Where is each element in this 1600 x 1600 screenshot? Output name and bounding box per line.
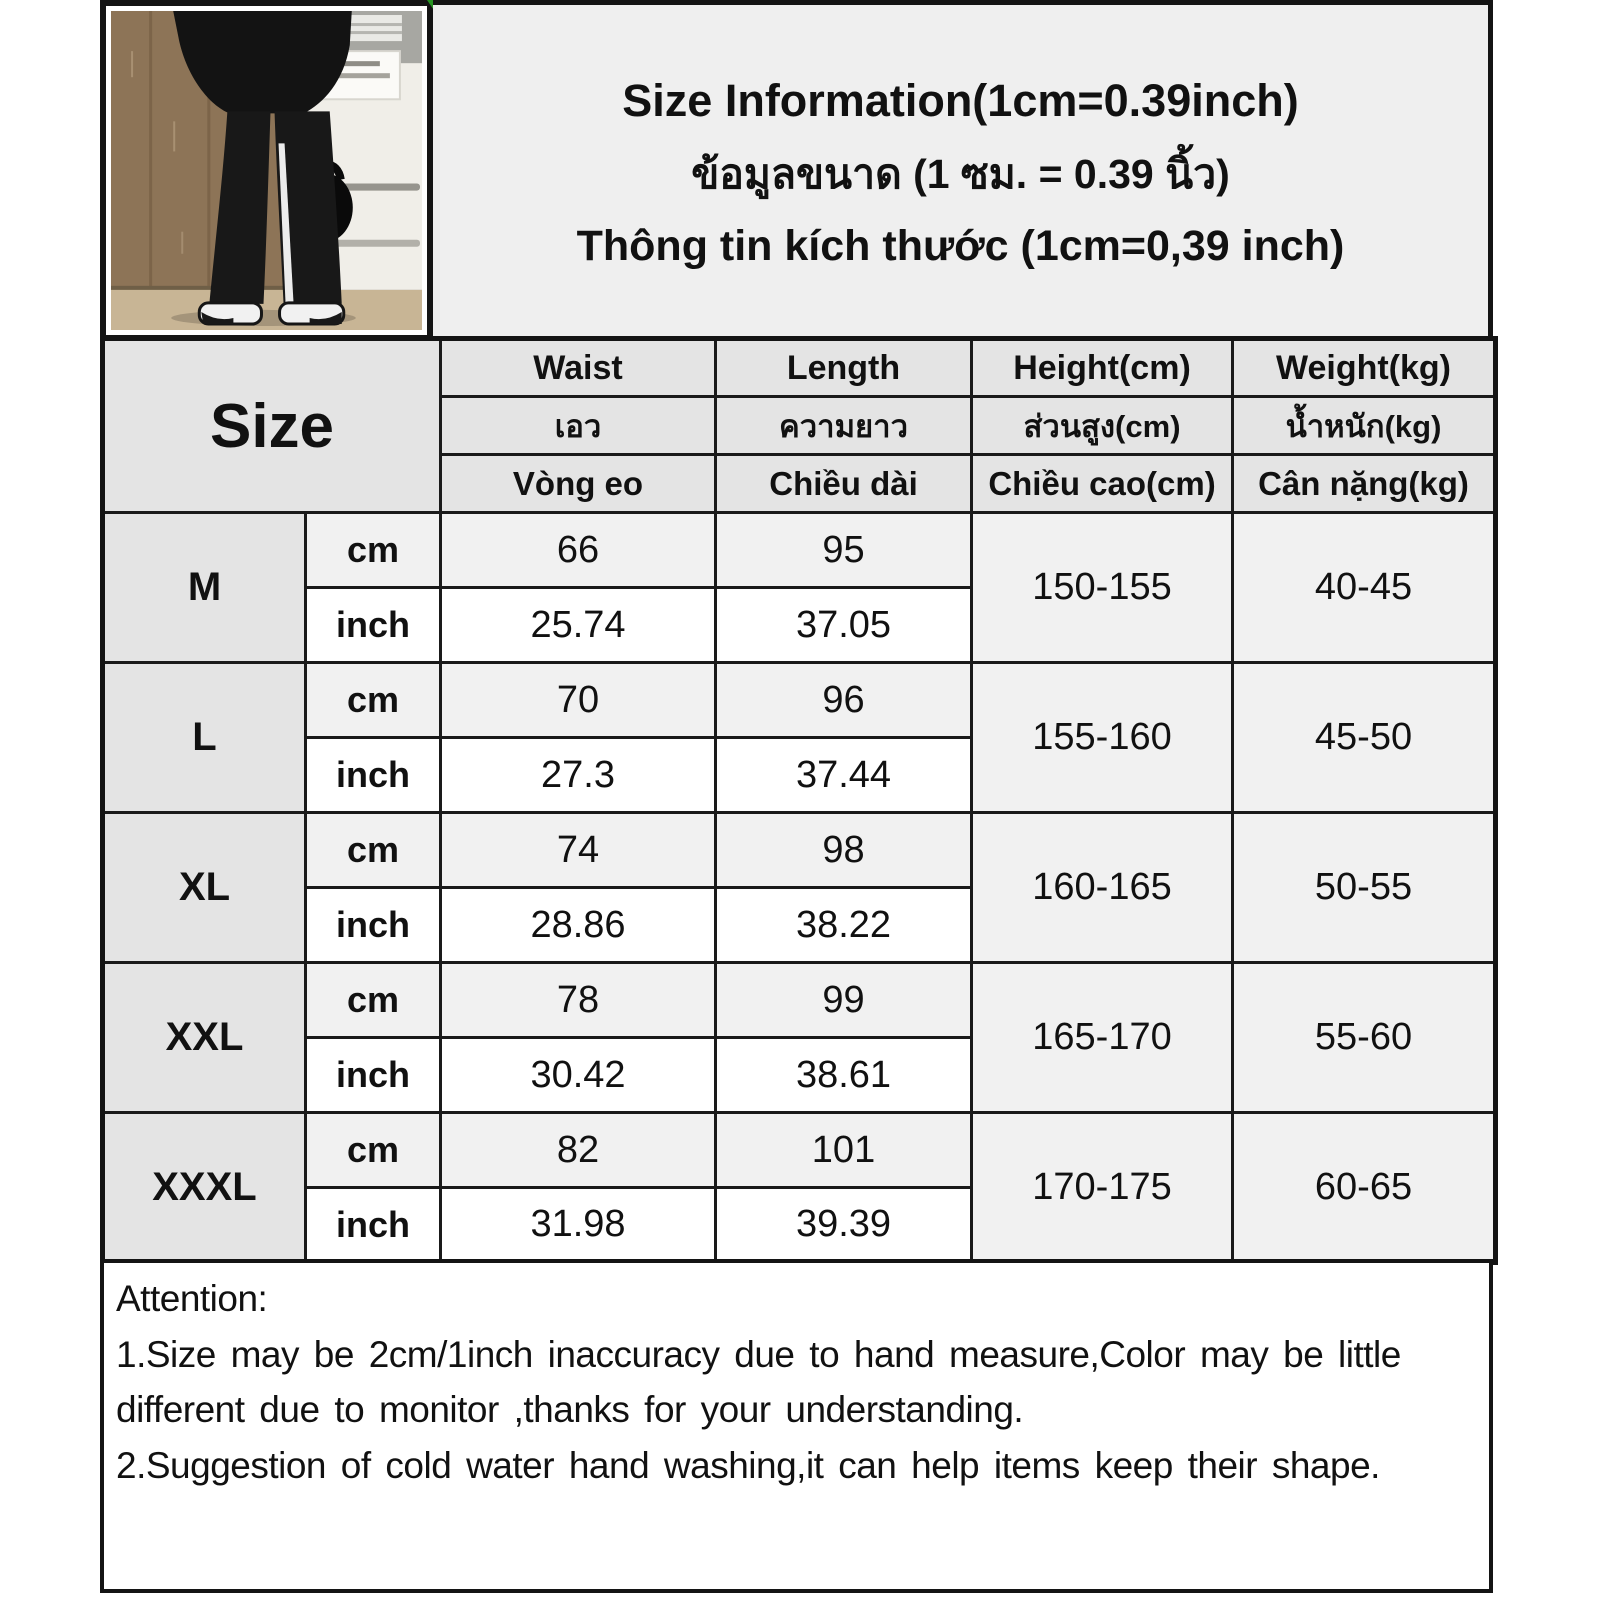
size-name-cell: XXL xyxy=(103,963,306,1113)
length-cm-cell: 101 xyxy=(716,1113,972,1188)
length-inch-cell: 39.39 xyxy=(716,1188,972,1263)
attention-note-2: 2.Suggestion of cold water hand washing,it can help items keep their shape. xyxy=(116,1444,1380,1486)
product-photo xyxy=(100,0,433,341)
height-cell: 170-175 xyxy=(972,1113,1233,1263)
length-inch-cell: 37.05 xyxy=(716,588,972,663)
weight-cell: 40-45 xyxy=(1233,513,1496,663)
waist-cm-cell: 82 xyxy=(441,1113,716,1188)
weight-cell: 45-50 xyxy=(1233,663,1496,813)
weight-header-th: น้ำหนัก(kg) xyxy=(1233,397,1496,455)
length-inch-cell: 37.44 xyxy=(716,738,972,813)
title-thai: ข้อมูลขนาด (1 ซม. = 0.39 นิ้ว) xyxy=(691,151,1230,197)
length-cm-cell: 96 xyxy=(716,663,972,738)
unit-cell: cm xyxy=(306,1113,441,1188)
length-header-th: ความยาว xyxy=(716,397,972,455)
unit-cell: inch xyxy=(306,888,441,963)
height-cell: 165-170 xyxy=(972,963,1233,1113)
table-row xyxy=(103,1113,1496,1188)
size-name-cell: XL xyxy=(103,813,306,963)
attention-note-1: 1.Size may be 2cm/1inch inaccuracy due to hand measure,Color may be little different due to monitor ,thanks for your understanding. xyxy=(116,1333,1401,1430)
table-row xyxy=(103,963,1496,1038)
title-banner xyxy=(433,0,1493,341)
title-vietnamese: Thông tin kích thước (1cm=0,39 inch) xyxy=(576,222,1345,270)
waist-header-vi: Vòng eo xyxy=(441,455,716,513)
weight-cell: 55-60 xyxy=(1233,963,1496,1113)
table-row xyxy=(103,663,1496,738)
weight-cell: 50-55 xyxy=(1233,813,1496,963)
length-inch-cell: 38.22 xyxy=(716,888,972,963)
waist-inch-cell: 25.74 xyxy=(441,588,716,663)
title-english: Size Information(1cm=0.39inch) xyxy=(622,75,1299,126)
product-photo-illustration xyxy=(111,11,422,330)
height-cell: 160-165 xyxy=(972,813,1233,963)
size-name-cell: XXXL xyxy=(103,1113,306,1263)
length-inch-cell: 38.61 xyxy=(716,1038,972,1113)
height-header-en: Height(cm) xyxy=(972,339,1233,397)
length-cm-cell: 99 xyxy=(716,963,972,1038)
waist-cm-cell: 78 xyxy=(441,963,716,1038)
unit-cell: cm xyxy=(306,663,441,738)
height-header-vi: Chiều cao(cm) xyxy=(972,455,1233,513)
height-cell: 155-160 xyxy=(972,663,1233,813)
waist-cm-cell: 70 xyxy=(441,663,716,738)
size-name-cell: L xyxy=(103,663,306,813)
height-header-th: ส่วนสูง(cm) xyxy=(972,397,1233,455)
size-header-cell: Size xyxy=(103,339,441,513)
length-cm-cell: 95 xyxy=(716,513,972,588)
waist-header-en: Waist xyxy=(441,339,716,397)
unit-cell: inch xyxy=(306,738,441,813)
length-header-en: Length xyxy=(716,339,972,397)
length-header-vi: Chiều dài xyxy=(716,455,972,513)
weight-header-vi: Cân nặng(kg) xyxy=(1233,455,1496,513)
table-row xyxy=(103,513,1496,588)
waist-cm-cell: 66 xyxy=(441,513,716,588)
attention-notes xyxy=(100,1259,1493,1593)
table-row xyxy=(103,813,1496,888)
header-row-en xyxy=(103,339,1496,397)
size-table xyxy=(100,336,1498,1265)
weight-cell: 60-65 xyxy=(1233,1113,1496,1263)
weight-header-en: Weight(kg) xyxy=(1233,339,1496,397)
waist-inch-cell: 27.3 xyxy=(441,738,716,813)
unit-cell: cm xyxy=(306,813,441,888)
length-cm-cell: 98 xyxy=(716,813,972,888)
waist-header-th: เอว xyxy=(441,397,716,455)
waist-inch-cell: 30.42 xyxy=(441,1038,716,1113)
unit-cell: inch xyxy=(306,1038,441,1113)
unit-cell: inch xyxy=(306,588,441,663)
waist-inch-cell: 31.98 xyxy=(441,1188,716,1263)
waist-cm-cell: 74 xyxy=(441,813,716,888)
unit-cell: cm xyxy=(306,963,441,1038)
size-name-cell: M xyxy=(103,513,306,663)
unit-cell: inch xyxy=(306,1188,441,1263)
attention-heading: Attention: xyxy=(116,1278,268,1319)
height-cell: 150-155 xyxy=(972,513,1233,663)
waist-inch-cell: 28.86 xyxy=(441,888,716,963)
unit-cell: cm xyxy=(306,513,441,588)
